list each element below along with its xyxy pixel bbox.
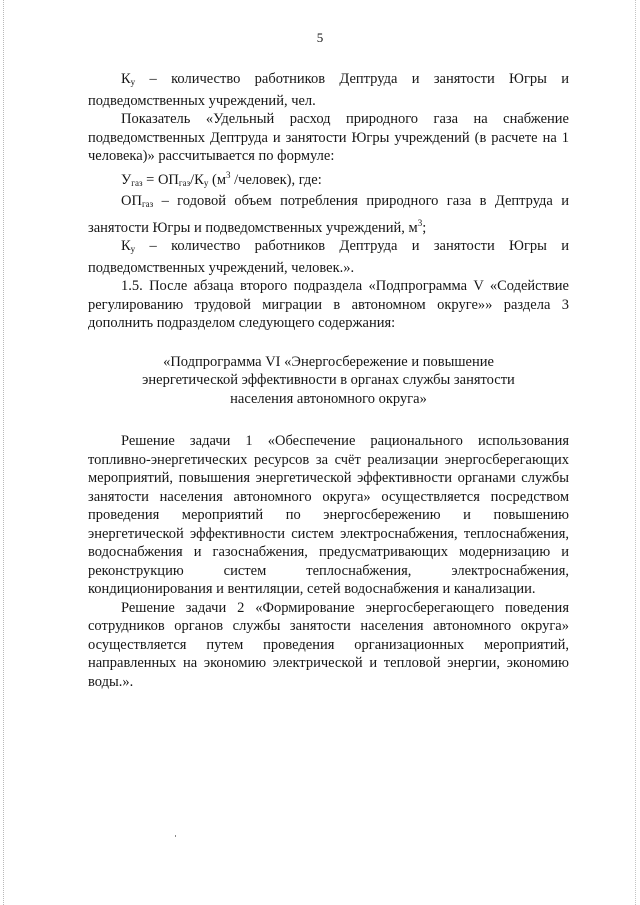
formula-line: $У_{газ} = ОП_{газ}/К_у$ ($м^3$ /человек), где: — [121, 169, 322, 188]
page-number: 5 — [316, 30, 324, 45]
paragraph-ku-definition: $К_у$ – количество работников Дептруда и занятости Югры и подведомственных учреждений, чел. — [88, 71, 569, 109]
heading-line-1: «Подпрограмма VI «Энергосбережение и повышение — [163, 353, 494, 370]
scan-edge-right — [635, 0, 636, 905]
paragraph-indicator: Показатель «Удельный расход природного газа на снабжение подведомственных Дептруда и занятости Югры учреждений (в расчете на 1 человека)» рассчитывается по формуле: — [88, 111, 569, 164]
scan-edge-left — [3, 0, 4, 905]
heading-line-3: населения автономного округа» — [230, 390, 427, 407]
paragraph-1-5: 1.5. После абзаца второго подраздела «Подпрограмма V «Содействие регулированию трудовой миграции в автономном округе»» раздела 3 дополнить подразделом следующего содержания: — [88, 278, 569, 331]
subsection-heading — [88, 353, 569, 409]
scan-speck — [175, 835, 176, 837]
paragraph-op-definition: $ОП_{газ}$ – годовой объем потребления природного газа в Дептруда и занятости Югры и подведомственных учреждений, $м^3$; — [88, 193, 569, 236]
document-body — [88, 70, 569, 691]
paragraph-task-1: Решение задачи 1 «Обеспечение рационального использования топливно-энергетических ресурсов за счёт реализации энергосберегающих мероприятий, повышения энергетической эффективности органами службы занятости населения автономного округа» осуществляется посредством проведения мероприятий по энергосбережению и повышению энергетической эффективности систем электроснабжения, теплоснабжения, водоснабжения и газоснабжения, предусматривающих модернизацию и реконструкцию систем теплоснабжения, электроснабжения, кондиционирования и вентиляции, сетей водоснабжения и канализации. — [88, 433, 569, 597]
paragraph-ku-definition-2: $К_у$ – количество работников Дептруда и занятости Югры и подведомственных учреждений, человек.». — [88, 238, 569, 276]
heading-line-2: энергетической эффективности в органах службы занятости — [142, 372, 515, 388]
paragraph-task-2: Решение задачи 2 «Формирование энергосберегающего поведения сотрудников органов службы занятости населения автономного округа» осуществляется путем проведения организационных мероприятий, направленных на экономию электрической и тепловой энергии, экономию воды.». — [88, 599, 569, 690]
